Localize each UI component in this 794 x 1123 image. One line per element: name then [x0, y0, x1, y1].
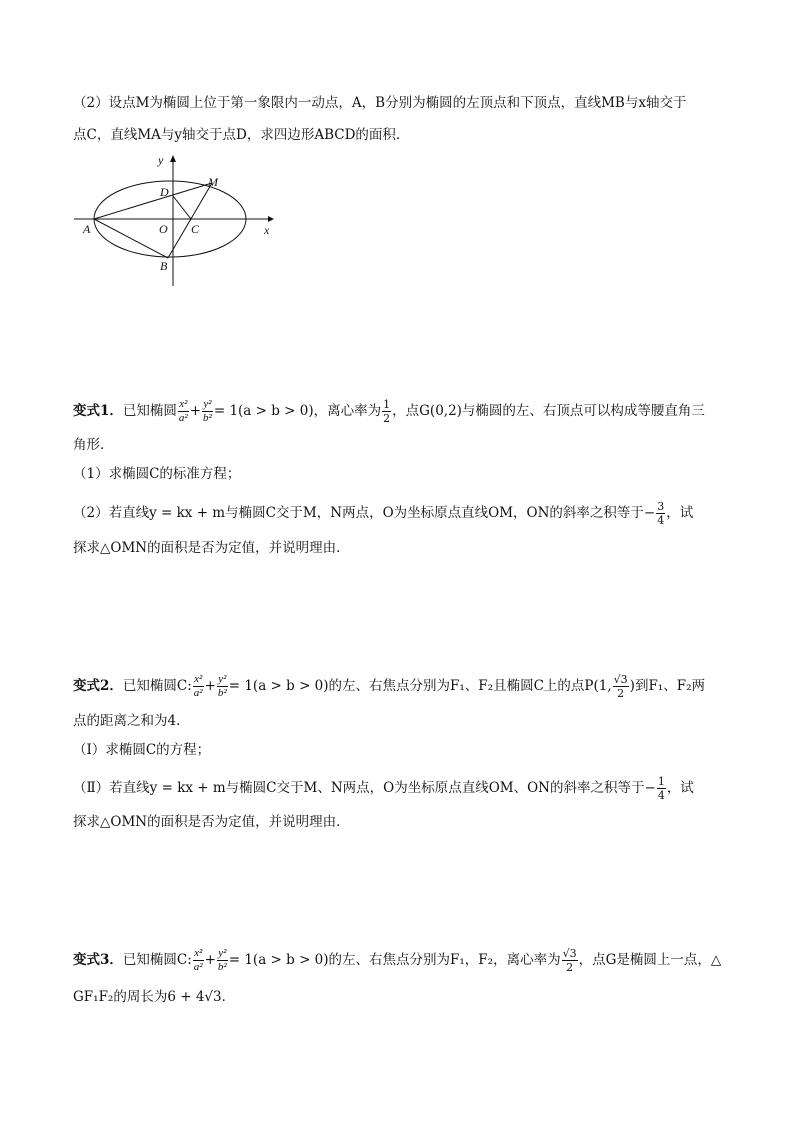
variant1-line1: 变式1．已知椭圆 $\frac{\text{x²}}{\text{a²}}$ + $\frac{\text{y²}}{\text{b²}}$ = 1(a > b > 0)，离心率为 $\frac{1}{2}$ ，点G(0,2)与椭圆的左、右顶点可以构成等腰直角三 [73, 398, 705, 425]
ellipse-figure [70, 150, 280, 290]
part2-line1: （2）设点M为椭圆上位于第一象限内一动点，A，B分别为椭圆的左顶点和下顶点，直线MB与x轴交于 [73, 95, 687, 111]
label-O: O [159, 222, 168, 236]
eccentricity-frac: $\frac{√3}{2}$ [562, 947, 577, 974]
variant3-title: 变式3． [73, 952, 123, 968]
variant3-line2: GF₁F₂的周长为6 + 4√3． [73, 989, 236, 1005]
label-D: D [160, 185, 169, 199]
label-x: x [264, 223, 270, 237]
variant2-line1: 变式2．已知椭圆C: $\frac{\text{x²}}{\text{a²}}$ + $\frac{\text{y²}}{\text{b²}}$ = 1(a > b > 0)的左、右焦点分别为F₁、F₂且椭圆C上的点P(1, $\frac{√3}{2}$ )到F₁、F₂两 [73, 673, 705, 700]
label-y: y [158, 153, 164, 167]
label-C: C [191, 222, 200, 236]
slope-frac: $\frac{3}{4}$ [657, 500, 665, 527]
variant1-title: 变式1． [73, 403, 123, 419]
label-B: B [160, 259, 168, 273]
label-A: A [83, 222, 91, 236]
y-axis-arrow [170, 155, 176, 162]
eccentricity-frac: $\frac{1}{2}$ [383, 398, 391, 425]
x-axis-arrow [268, 216, 274, 222]
ellipse-x-frac: $\frac{\text{x²}}{\text{a²}}$ [178, 398, 188, 424]
variant1-line2: 角形． [73, 437, 114, 453]
line-DC [173, 196, 191, 219]
variant2-line2: 点的距离之和为4． [73, 713, 190, 729]
variant2-q2: （Ⅱ）若直线y = kx + m与椭圆C交于M、N两点，O为坐标原点直线OM、ON的斜率之积等于− $\frac{1}{4}$ ，试 [73, 775, 694, 802]
variant2-title: 变式2． [73, 678, 123, 694]
variant1-q2-line2: 探求△OMN的面积是否为定值，并说明理由． [73, 540, 350, 556]
variant1-q1: （1）求椭圆C的标准方程； [73, 466, 241, 482]
part2-line2: 点C，直线MA与y轴交于点D，求四边形ABCD的面积． [73, 127, 410, 143]
variant1-q2: （2）若直线y = kx + m与椭圆C交于M，N两点，O为坐标原点直线OM，ON的斜率之积等于− $\frac{3}{4}$ ，试 [73, 500, 694, 527]
point-p-frac: $\frac{√3}{2}$ [613, 673, 628, 700]
ellipse-y-frac: $\frac{\text{y²}}{\text{b²}}$ [203, 398, 212, 424]
variant3-line1: 变式3．已知椭圆C: $\frac{\text{x²}}{\text{a²}}$ + $\frac{\text{y²}}{\text{b²}}$ = 1(a > b > 0)的左、右焦点分别为F₁，F₂，离心率为 $\frac{√3}{2}$ ，点G是椭圆上一点，△ [73, 947, 722, 974]
variant2-q2-line2: 探求△OMN的面积是否为定值，并说明理由． [73, 814, 350, 830]
label-M: M [208, 175, 218, 189]
variant2-q1: （Ⅰ）求椭圆C的方程； [73, 742, 211, 758]
